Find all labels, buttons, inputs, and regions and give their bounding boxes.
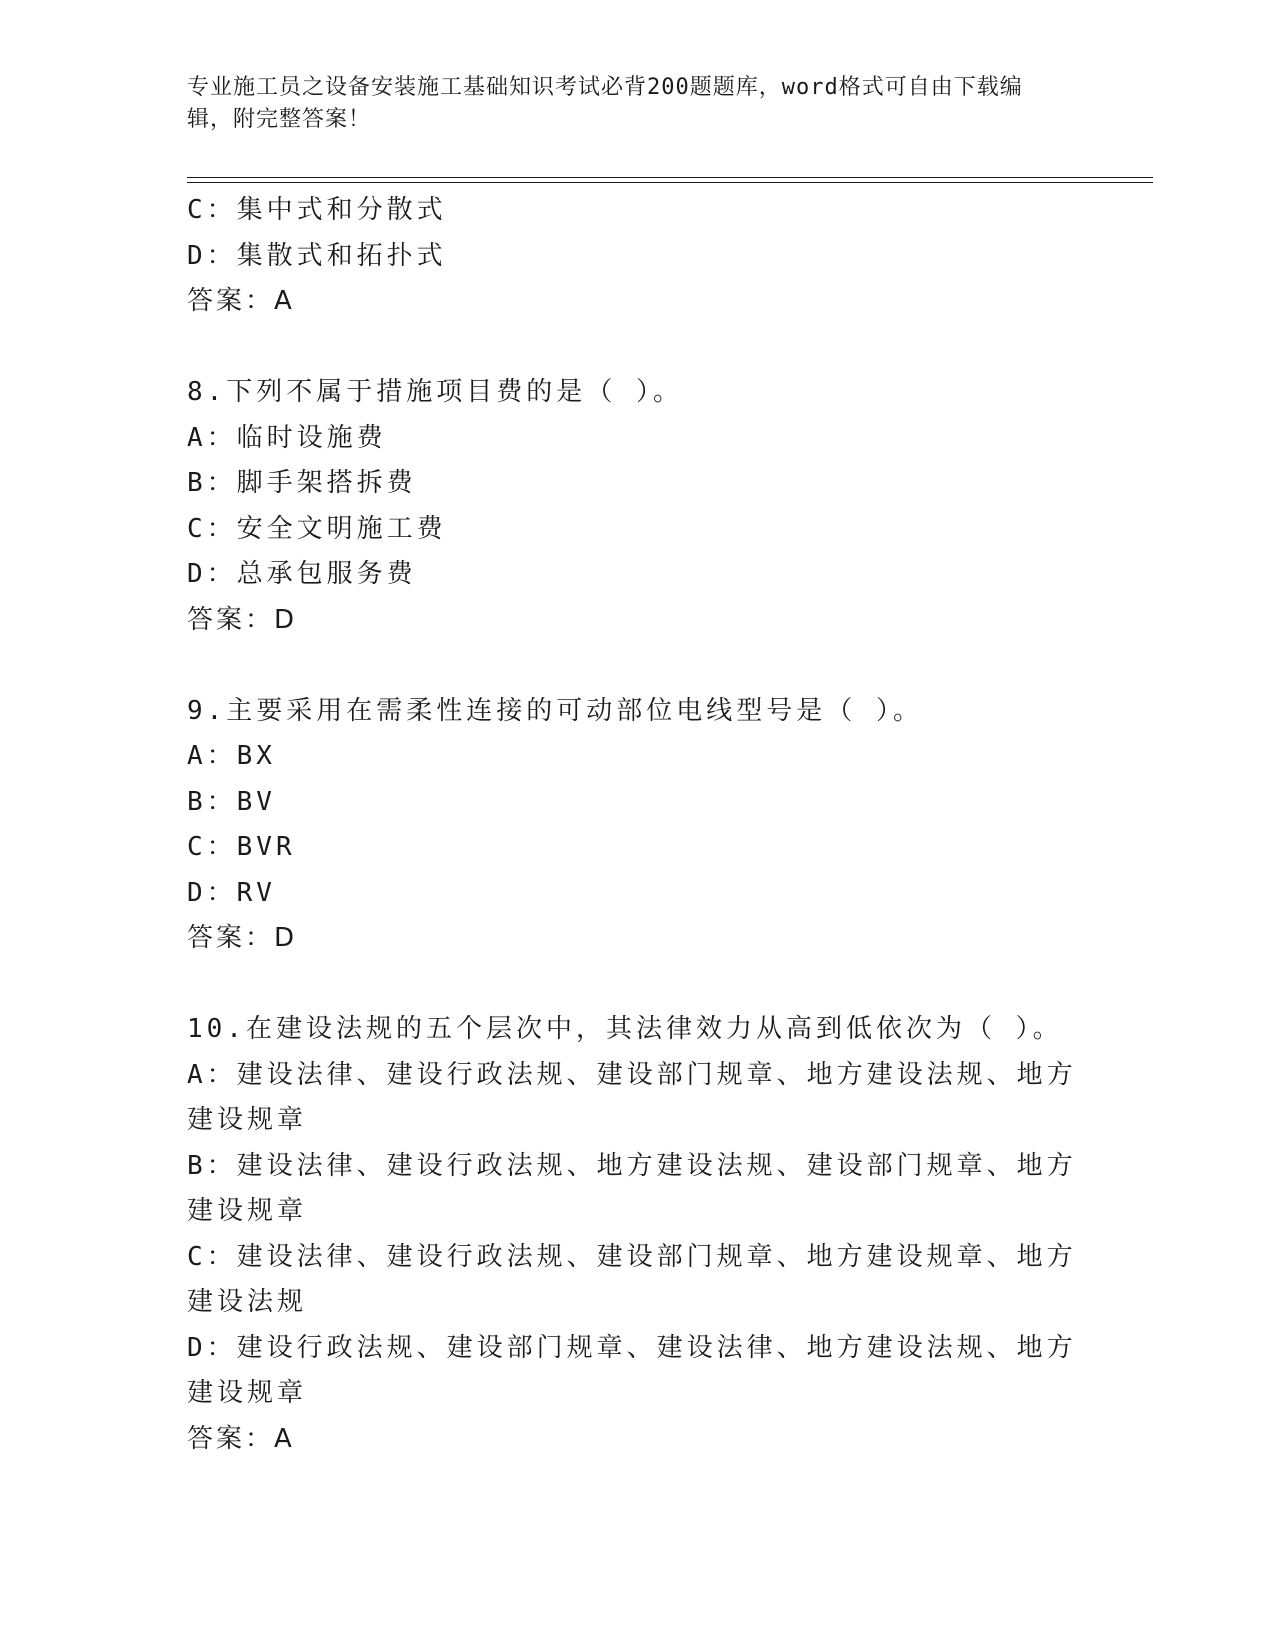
option-c: C：安全文明施工费 xyxy=(187,513,447,544)
question-block-8 xyxy=(187,370,1077,643)
question-block-10 xyxy=(187,1007,1077,1462)
answer-line: 答案：D xyxy=(187,604,298,635)
question-block-9 xyxy=(187,689,1077,962)
question-spacer xyxy=(187,643,1077,689)
question-stem: 10.在建设法规的五个层次中，其法律效力从高到低依次为（ ）。 xyxy=(187,1014,1063,1044)
option-b: B：建设法律、建设行政法规、地方建设法规、建设部门规章、地方建设规章 xyxy=(187,1150,1077,1226)
option-d: D：建设行政法规、建设部门规章、建设法律、地方建设法规、地方建设规章 xyxy=(187,1332,1077,1408)
option-b: B：BV xyxy=(187,786,276,817)
header-divider-bottom xyxy=(187,182,1153,183)
option-d: D：RV xyxy=(187,877,276,908)
question-block-7 xyxy=(187,188,1077,325)
option-c: C：建设法律、建设行政法规、建设部门规章、地方建设规章、地方建设法规 xyxy=(187,1241,1077,1317)
question-spacer xyxy=(187,962,1077,1008)
option-a: A：临时设施费 xyxy=(187,422,387,453)
answer-line: 答案：A xyxy=(187,286,295,316)
option-c: C：集中式和分散式 xyxy=(187,195,447,225)
option-b: B：脚手架搭拆费 xyxy=(187,468,417,498)
question-stem: 8.下列不属于措施项目费的是（ ）。 xyxy=(187,377,683,407)
option-a: A：BX xyxy=(187,741,276,771)
option-a: A：建设法律、建设行政法规、建设部门规章、地方建设法规、地方建设规章 xyxy=(187,1059,1077,1135)
question-list xyxy=(187,188,1077,1462)
question-spacer xyxy=(187,325,1077,371)
header-divider-top xyxy=(187,177,1153,178)
answer-line: 答案：D xyxy=(187,923,298,953)
document-title: 专业施工员之设备安装施工基础知识考试必背200题题库，word格式可自由下载编辑，附完整答案！ xyxy=(187,75,1023,132)
option-d: D：总承包服务费 xyxy=(187,559,417,589)
option-c: C：BVR xyxy=(187,832,296,862)
option-d: D：集散式和拓扑式 xyxy=(187,240,447,271)
question-stem: 9.主要采用在需柔性连接的可动部位电线型号是（ ）。 xyxy=(187,695,923,726)
answer-line: 答案：A xyxy=(187,1423,295,1454)
